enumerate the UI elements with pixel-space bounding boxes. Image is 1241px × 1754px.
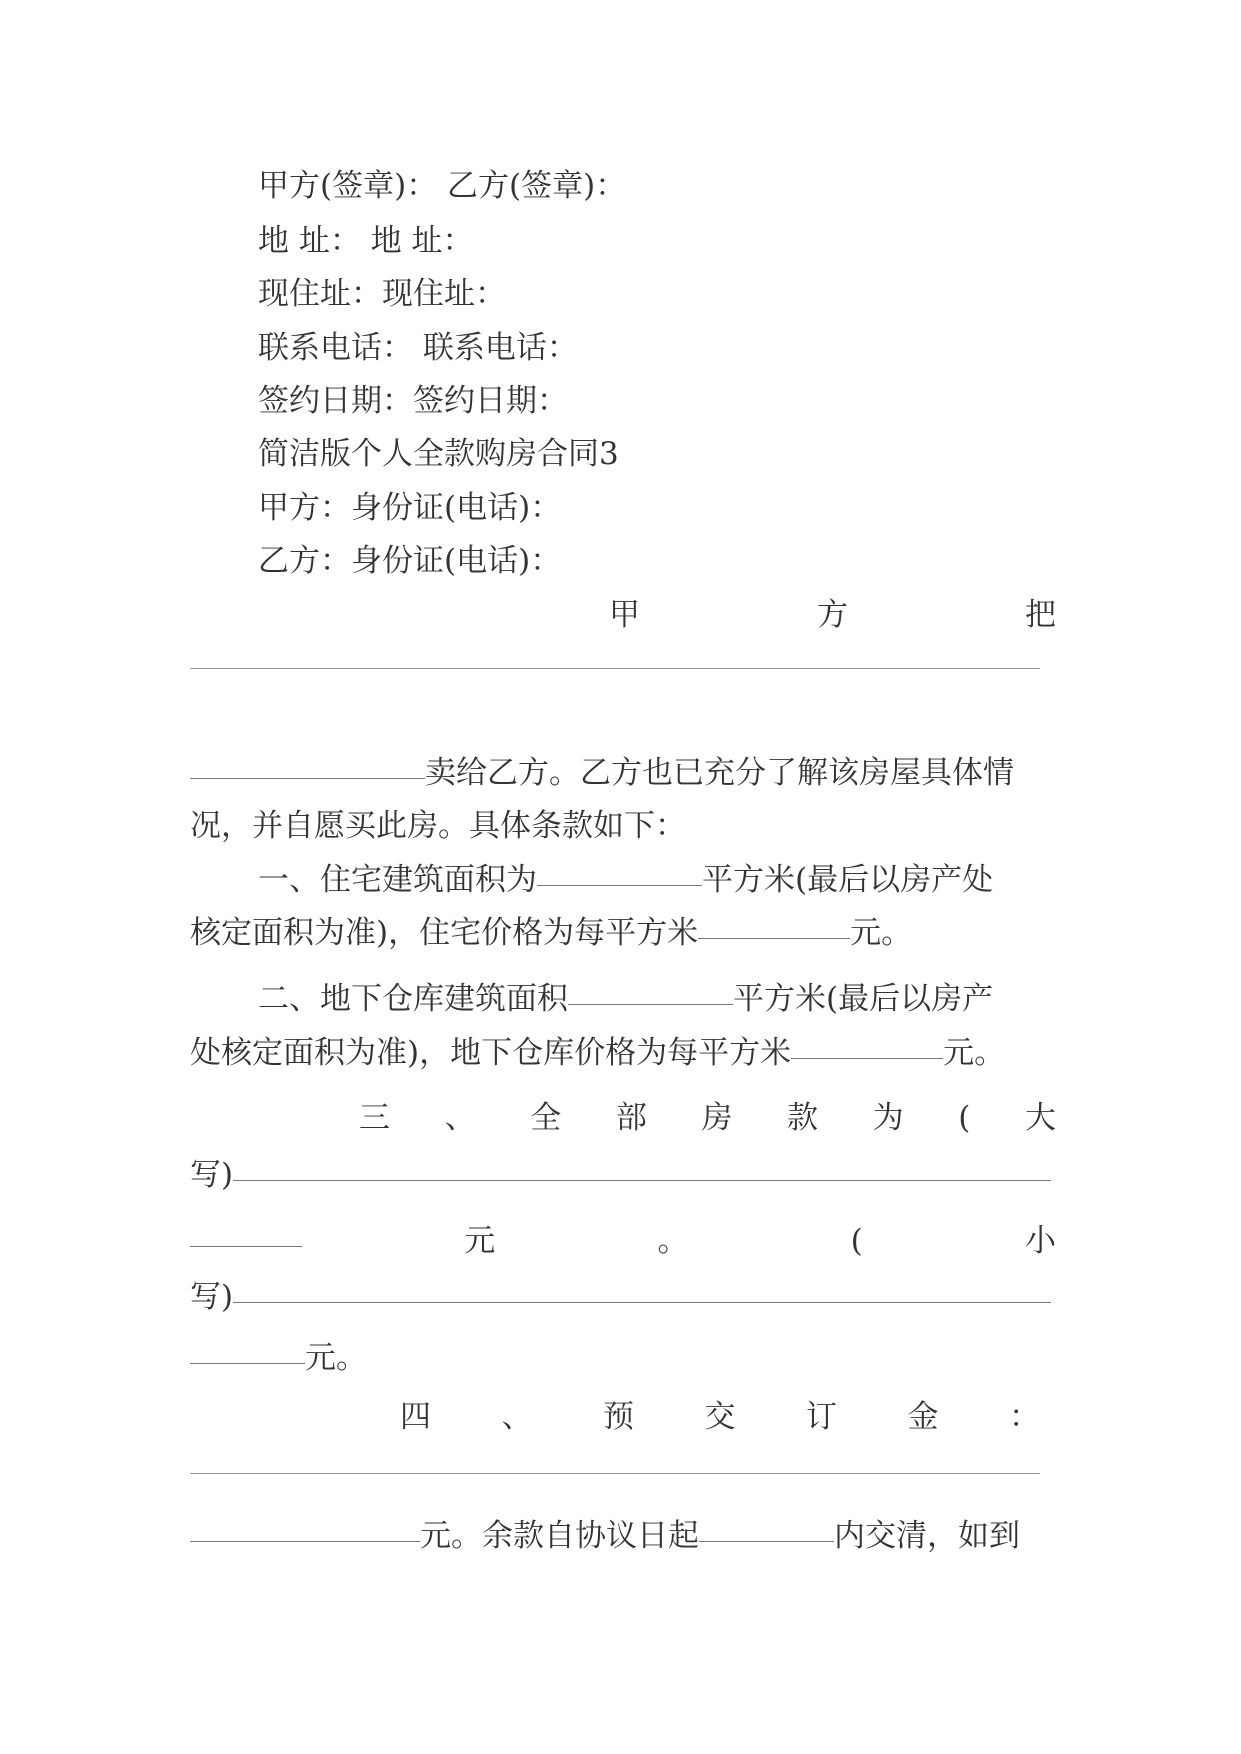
clause-1-text: 平方米(最后以房产处 [702,862,994,898]
clause-3-text: 写) [190,1157,234,1193]
section-title: 简洁版个人全款购房合同3 [258,436,619,472]
blank-field [568,1004,733,1005]
blank-field [233,1302,1051,1303]
blank-field [190,1541,420,1542]
clause-3-word: 全 [530,1100,562,1136]
clause-3-word: 、 [444,1100,476,1136]
clause-2-text: 二、地下仓库建筑面积 [258,981,568,1017]
sale-word: 方 [817,597,848,633]
clause-3-uppercase-line [190,1155,1051,1195]
clause-4-line [190,1516,1020,1556]
clause-1-text: 元。 [850,915,913,951]
clause-3-word: 为 [872,1100,904,1136]
clause-3-yuan-line [190,1221,1056,1261]
sale-text-line [190,753,1014,793]
clause-3-word: 部 [615,1100,647,1136]
clause-2-line [258,979,993,1019]
clause-2-text: 平方米(最后以房产 [733,981,994,1017]
blank-field [190,1363,305,1364]
clause-1-text: 核定面积为准)，住宅价格为每平方米 [190,915,699,951]
clause-3-word: 三 [359,1100,390,1136]
sale-word: 甲 [609,597,640,633]
clause-1-line-2 [190,913,912,953]
clause-4-text: 元。余款自协议日起 [420,1518,699,1554]
party-a-id-line: 甲方：身份证(电话)： [258,490,562,526]
clause-3-text: ( [850,1223,863,1259]
clause-3-end-line [190,1338,367,1378]
clause-4-heading-line [400,1397,1040,1437]
blank-field [537,885,702,886]
clause-4-word: 金 [907,1399,939,1435]
sale-word: 把 [1025,597,1056,633]
blank-field [190,778,425,779]
blank-field [699,1541,834,1542]
party-b-id-line: 乙方：身份证(电话)： [258,543,562,579]
clause-3-text: 小 [1024,1223,1056,1259]
sale-heading-line [609,595,1056,635]
sale-text: 卖给乙方。乙方也已充分了解该房屋具体情 [425,755,1014,791]
clause-4-word: 预 [603,1399,634,1435]
current-address-line: 现住址：现住址： [258,276,506,312]
clause-2-line-2 [190,1033,1005,1073]
clause-2-text: 处核定面积为准)，地下仓库价格为每平方米 [190,1035,792,1071]
clause-4-word: 交 [704,1399,736,1435]
sale-text-line-2: 况，并自愿买此房。具体条款如下： [190,808,686,844]
clause-4-text: 内交清，如到 [834,1518,1020,1554]
blank-field [233,1180,1051,1181]
clause-4-word: 、 [501,1399,533,1435]
clause-3-word: 款 [787,1100,819,1136]
blank-field [190,1246,302,1247]
phone-line: 联系电话： 联系电话： [258,330,578,366]
clause-3-text: 写) [190,1279,234,1315]
clause-1-line [258,860,993,900]
clause-3-text: 。 [657,1223,689,1259]
clause-3-word: ( [958,1100,971,1136]
sign-date-line: 签约日期：签约日期： [258,383,568,419]
clause-3-word: 大 [1024,1100,1056,1136]
clause-3-text: 元。 [305,1340,367,1376]
clause-4-word: 订 [806,1399,837,1435]
blank-field [698,938,850,939]
clause-3-word: 房 [701,1100,733,1136]
signature-line: 甲方(签章)： 乙方(签章)： [258,168,627,204]
clause-4-word: 四 [400,1399,431,1435]
clause-3-heading-line [359,1098,1056,1138]
clause-3-lowercase-line [190,1277,1051,1317]
address-line: 地 址： 地 址： [258,223,474,259]
blank-rule [190,668,1040,669]
blank-field [791,1058,943,1059]
clause-4-word: ： [1009,1399,1040,1435]
clause-1-text: 一、住宅建筑面积为 [258,862,537,898]
blank-rule [190,1473,1040,1474]
clause-2-text: 元。 [943,1035,1006,1071]
clause-3-text: 元 [464,1223,496,1259]
